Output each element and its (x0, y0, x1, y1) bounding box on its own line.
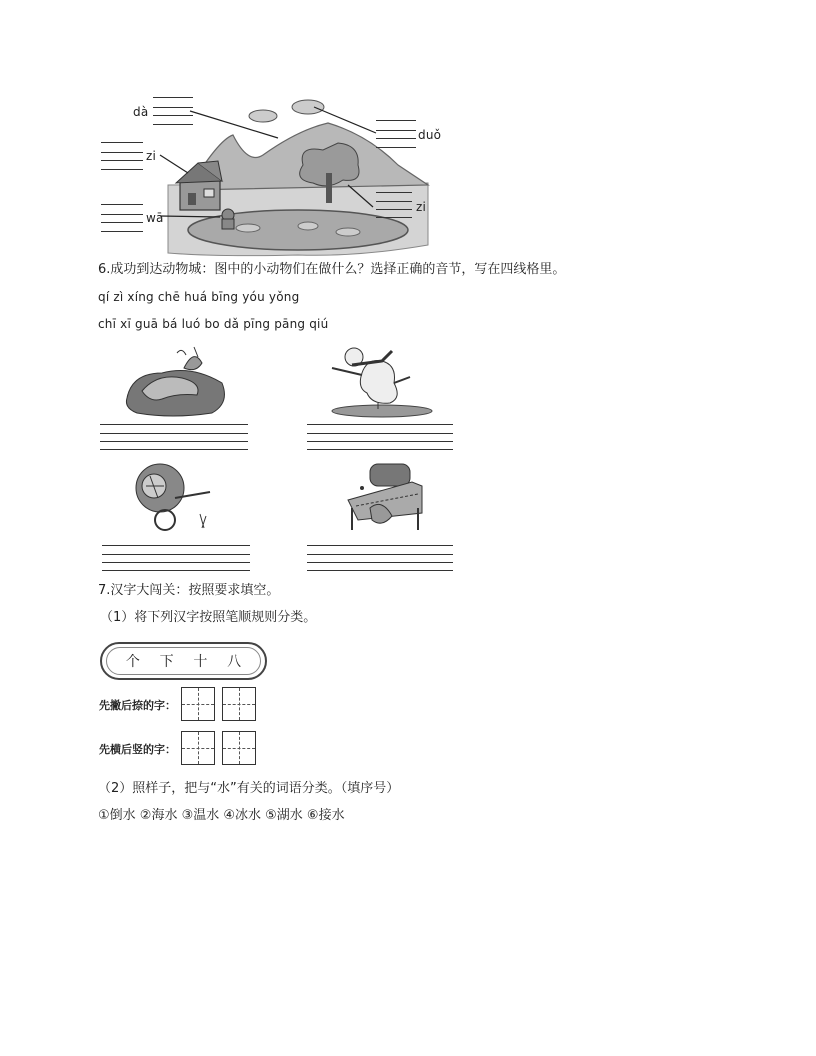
label-duo: duǒ (418, 128, 442, 142)
fourline-duo[interactable] (376, 120, 416, 148)
q7-part2: （2）照样子，把与“水”有关的词语分类。（填序号） (98, 781, 400, 796)
q7-part1: （1）将下列汉字按照笔顺规则分类。 (100, 610, 317, 625)
fourline-zi-right[interactable] (376, 192, 412, 218)
char-ge: 个 (125, 654, 140, 670)
dolphin-swimming-picture (122, 343, 232, 418)
q7-options: ①倒水 ②海水 ③温水 ④冰水 ⑤湖水 ⑥接水 (98, 808, 345, 823)
char-xia: 下 (159, 654, 174, 670)
fourline-da[interactable] (153, 97, 193, 125)
answer-box-row1-2[interactable] (222, 687, 256, 721)
fourline-q6-2[interactable] (307, 424, 453, 450)
char-shi: 十 (193, 654, 208, 670)
q6-pinyin-line2: chī xī guā bá luó bo dǎ pīng pāng qiú (98, 317, 329, 331)
frog-ping-pong-picture (342, 458, 432, 538)
fourline-q6-4[interactable] (307, 545, 453, 571)
fourline-q6-3[interactable] (102, 545, 250, 571)
label-zi-right: zi (416, 200, 427, 214)
fourline-zi-left[interactable] (101, 142, 143, 170)
character-bank (100, 642, 267, 680)
label-da: dà (133, 105, 149, 119)
fourline-q6-1[interactable] (100, 424, 248, 450)
label-wa: wā (146, 211, 164, 225)
char-ba: 八 (227, 654, 242, 670)
answer-box-row1-1[interactable] (181, 687, 215, 721)
label-zi-left: zi (146, 149, 157, 163)
row1-label: 先撇后捺的字： (99, 699, 176, 712)
answer-box-row2-1[interactable] (181, 731, 215, 765)
answer-box-row2-2[interactable] (222, 731, 256, 765)
row2-label: 先横后竖的字： (99, 743, 176, 756)
bird-cycling-picture (130, 458, 220, 538)
q6-title: 6.成功到达动物城：图中的小动物们在做什么？选择正确的音节，写在四线格里。 (98, 262, 566, 277)
fourline-wa[interactable] (101, 204, 143, 232)
bear-skating-picture (322, 343, 442, 418)
q6-pinyin-line1: qí zì xíng chē huá bīng yóu yǒng (98, 290, 300, 304)
q7-title: 7.汉字大闯关：按照要求填空。 (98, 583, 280, 598)
